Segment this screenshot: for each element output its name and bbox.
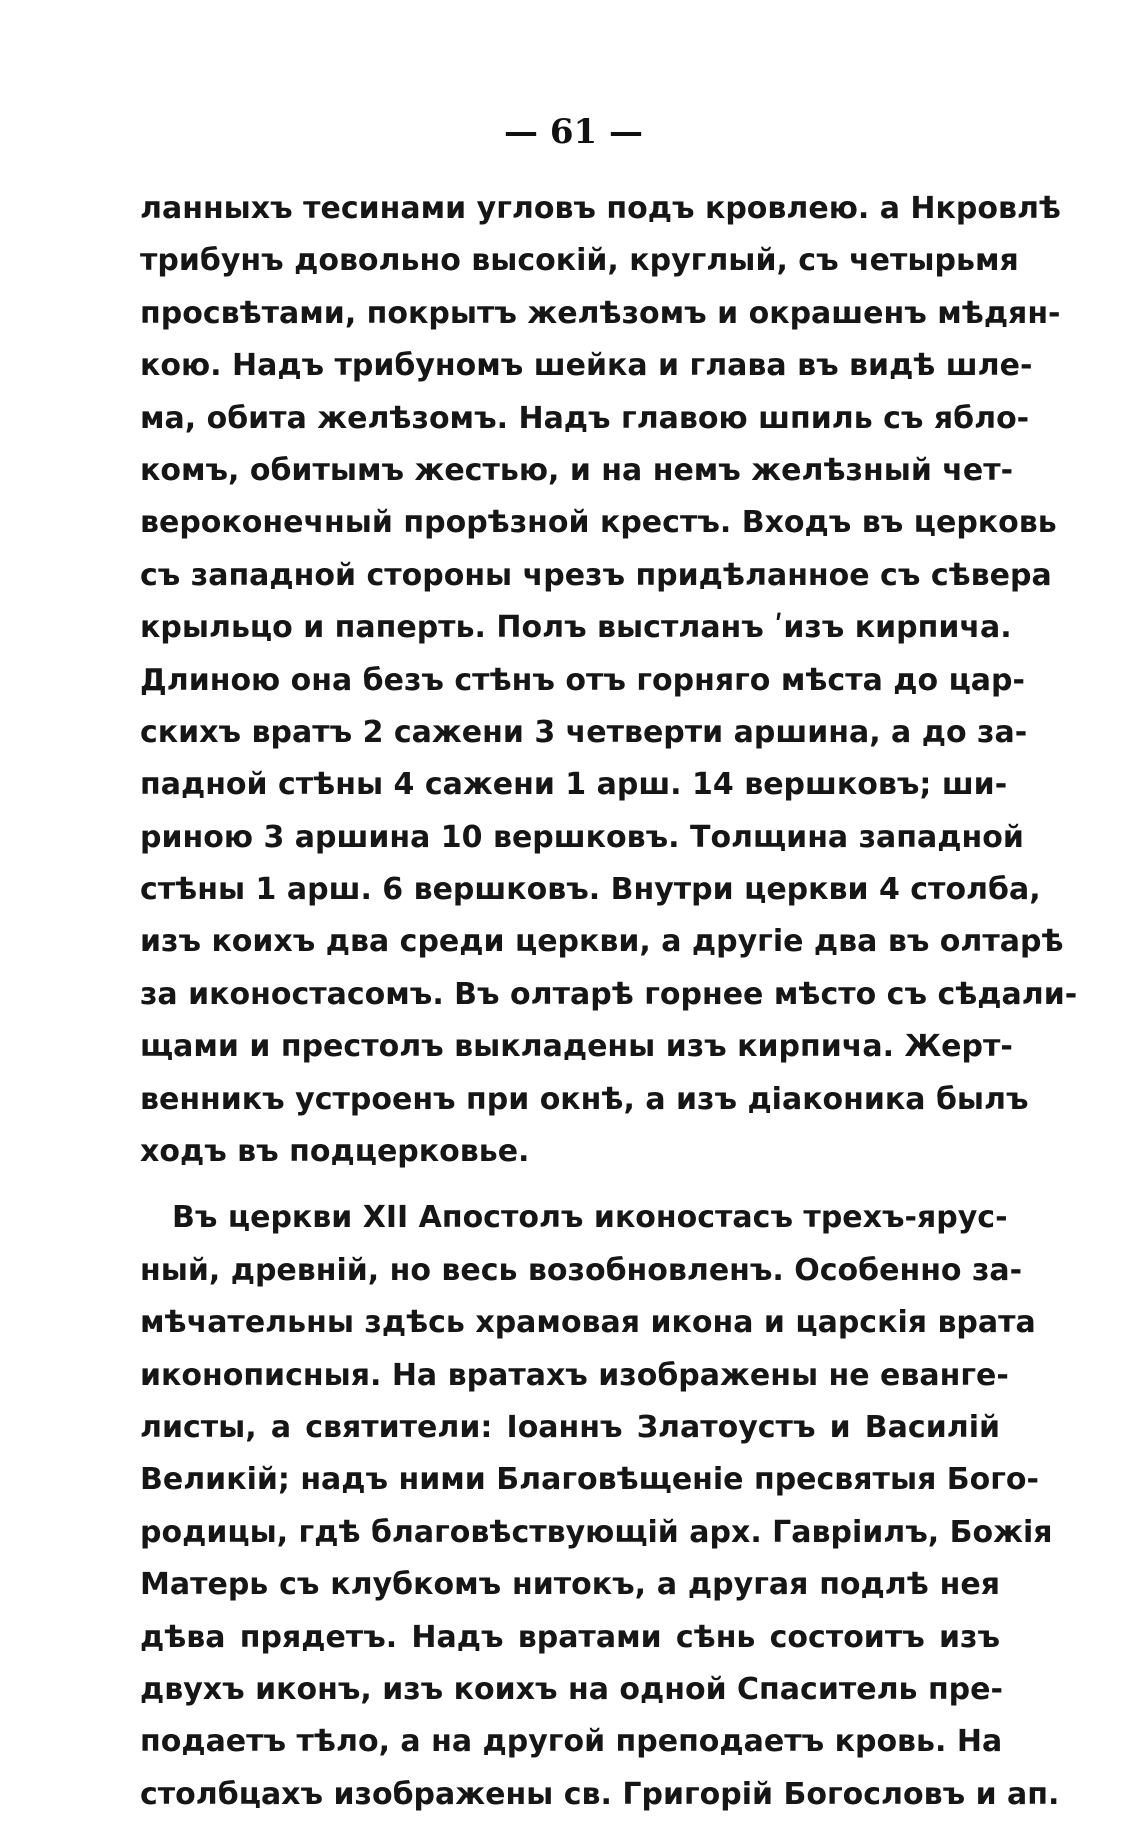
text-line: Великій; надъ ними Благовѣщеніе пресвятыя Бого- — [140, 1462, 1039, 1498]
text-line: ма, обита желѣзомъ. Надъ главою шпиль съ ябло- — [140, 400, 1030, 436]
text-line: крыльцо и паперть. Полъ выстланъ ʹизъ кирпича. — [140, 610, 1012, 646]
text-line: ходъ въ подцерковье. — [140, 1134, 530, 1170]
text-line: двухъ иконъ, изъ коихъ на одной Спаситель пре- — [140, 1671, 1003, 1707]
text-line: щами и престолъ выкладены изъ кирпича. Жерт- — [140, 1029, 1013, 1065]
paragraph — [140, 183, 1078, 1178]
text-line: столбцахъ изображены св. Григорій Богословъ и ап. — [140, 1776, 1060, 1812]
text-line: комъ, обитымъ жестью, и на немъ желѣзный чет- — [140, 452, 1014, 488]
text-line: кою. Надъ трибуномъ шейка и глава въ видѣ шле- — [140, 348, 1033, 384]
text-line: иконописныя. На вратахъ изображены не еванге- — [140, 1357, 1009, 1393]
text-line: трибунъ довольно высокій, круглый, съ четырьмя — [140, 243, 1019, 279]
text-line: родицы, гдѣ благовѣствующій арх. Гавріилъ, Божія — [140, 1514, 1053, 1550]
paragraph-gap — [140, 1178, 1000, 1192]
body-text — [140, 183, 1078, 1821]
text-line: ланныхъ тесинами угловъ подъ кровлею. а Нкровлѣ — [140, 191, 1062, 226]
text-line: изъ коихъ два среди церкви, а другіе два въ олтарѣ — [140, 924, 1064, 960]
text-line: листы, а святители: Іоаннъ Златоустъ и Василій — [140, 1409, 1000, 1445]
text-line: съ западной стороны чрезъ придѣланное съ сѣвера — [140, 557, 1052, 593]
page-number: — 61 — — [504, 112, 643, 152]
text-line: подаетъ тѣло, а на другой преподаетъ кровь. На — [140, 1724, 1003, 1760]
text-line: мѣчательны здѣсь храмовая икона и царскія врата — [140, 1305, 1036, 1341]
text-line: скихъ вратъ 2 сажени 3 четверти аршина, а до за- — [140, 714, 1028, 750]
paragraph — [140, 1192, 1060, 1821]
text-line: Въ церкви XII Апостолъ иконостасъ трехъ-ярус- — [172, 1200, 1008, 1236]
text-line: дѣва прядетъ. Надъ вратами сѣнь состоитъ изъ — [140, 1619, 1000, 1655]
text-line: венникъ устроенъ при окнѣ, а изъ діаконика былъ — [140, 1081, 1029, 1117]
text-line: вероконечный прорѣзной крестъ. Входъ въ церковь — [140, 505, 1057, 541]
text-line: ный, древній, но весь возобновленъ. Особенно за- — [140, 1252, 1023, 1288]
text-line: просвѣтами, покрытъ желѣзомъ и окрашенъ мѣдян- — [140, 295, 1061, 331]
text-line: падной стѣны 4 сажени 1 арш. 14 вершковъ; ши- — [140, 767, 1008, 803]
text-line: риною 3 аршина 10 вершковъ. Толщина западной — [140, 819, 1024, 855]
text-line: Длиною она безъ стѣнъ отъ горняго мѣста до цар- — [140, 662, 1025, 698]
text-line: стѣны 1 арш. 6 вершковъ. Внутри церкви 4 столба, — [140, 872, 1041, 908]
text-line: Матерь съ клубкомъ нитокъ, а другая подлѣ нея — [140, 1567, 1000, 1603]
text-line: за иконостасомъ. Въ олтарѣ горнее мѣсто съ сѣдали- — [140, 976, 1078, 1012]
